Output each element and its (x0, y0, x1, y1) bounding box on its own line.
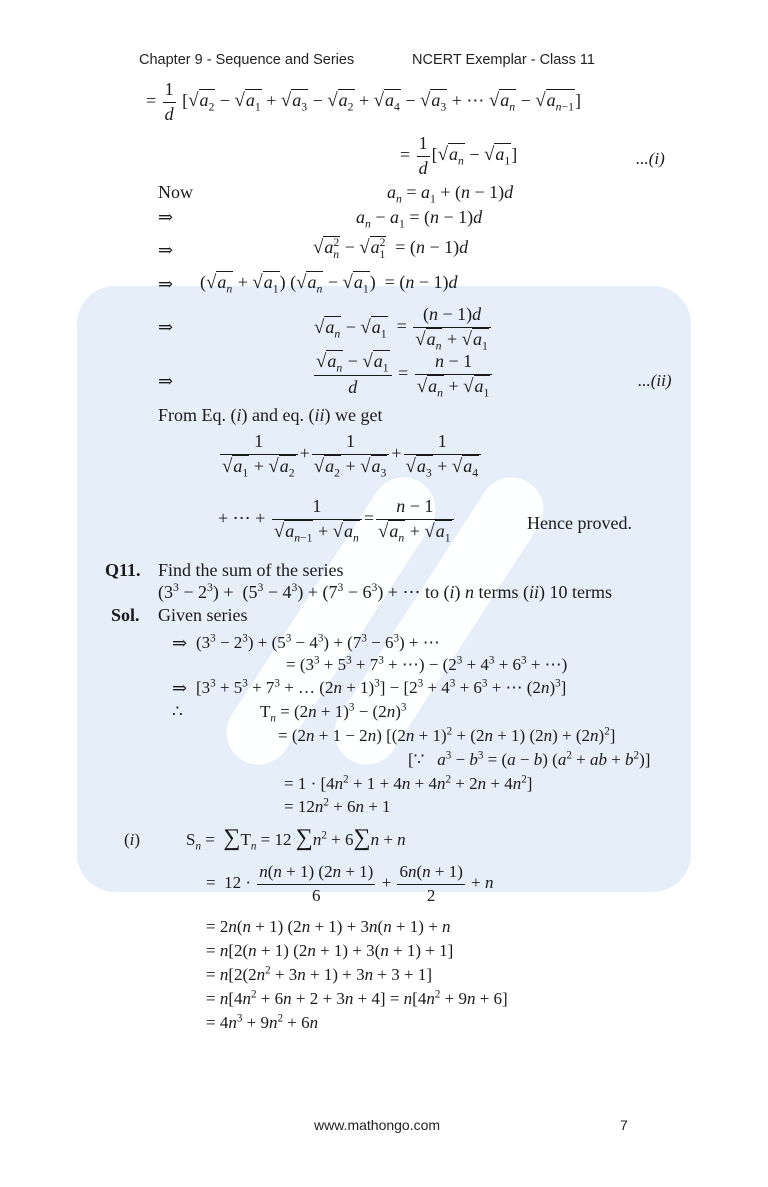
implies-symbol: ⇒ (172, 633, 188, 653)
fraction: $\frac{1}{d}$ (164, 79, 174, 124)
question-label: Q11. (105, 560, 141, 580)
book-title: NCERT Exemplar - Class 11 (412, 52, 595, 68)
fraction: $\frac{1}{√a_1 + √a_2}$ (220, 432, 298, 478)
equation-line: $S_n = \sum T_n = 12$ $\sum n^2 + 6\sum n + n$ (186, 825, 406, 853)
chapter-title: Chapter 9 - Sequence and Series (139, 52, 355, 68)
fraction: $\frac{√a_n - √a_1}{d}$ (314, 352, 392, 398)
equation-line: + ⋯ + $\frac{1}{√a_{n-1} + √a_n}$ = $\frac{n - 1}{√a_n + √a_1}$ (218, 497, 456, 543)
equation-line: $√a^2_n - √a^2_1 = (n - 1)d$ (313, 236, 469, 261)
equation-tag: ...(ii) (638, 371, 672, 390)
identity-note: [∵ $a^3 - b^3 = (a - b) (a^2$ + ab + $b^2$)] (408, 749, 651, 769)
equation-line: = $12n^2 + 6n + 1$ (284, 796, 391, 816)
equation-line: = $4n^3 + 9n^2 + 6n$ (206, 1012, 319, 1032)
equation-line: $√a_n - √a_1$ = $\frac{(n - 1)d}{√a_n + √a_1}$ (314, 305, 493, 351)
fraction: $\frac{1}{√a_3 + √a_4}$ (404, 432, 482, 478)
implies-symbol: ⇒ (158, 274, 174, 294)
fraction: $\frac{(n - 1)d}{√a_n + √a_1}$ (413, 305, 491, 351)
equation-line: = $\frac{1}{d}$ $[√a_n - √a_1]$ (400, 133, 518, 178)
equation-line: $a_n = a_1 + (n - 1)d$ (387, 182, 514, 206)
equation-line: $a_n - a_1 = (n - 1)d$ (356, 207, 483, 231)
equation-line: = $\frac{1}{d}$ [$√a_2 - √a_1 + √a_3 - √a_2 + √a_4 - √a_3$ + ⋯ $√a_n - √a_{n-1}$] (146, 79, 581, 124)
equation-line: $(√a_n + √a_1) (√a_n - √a_1) = (n - 1)d$ (200, 272, 458, 296)
equation-line: = $n[4n^2 + 6n + 2 + 3n + 4] = n[4n^2 + 9n + 6]$ (206, 988, 508, 1008)
fraction: $\frac{1}{d}$ (418, 133, 428, 178)
equation-line: $(3^3 - 2^3) + (5^3 - 4^3) + (7^3 - 6^3)$ + ⋯ (196, 632, 440, 652)
equation-line: $T_n = (2n + 1)^3 - (2n)^3$ (260, 701, 407, 725)
equation-line: = 12 · $\frac{n(n + 1) (2n + 1)}{6}$ + $\frac{6n(n + 1)}{2}$ + n (206, 862, 494, 905)
implies-symbol: ⇒ (158, 371, 174, 391)
implies-symbol: ⇒ (172, 678, 188, 698)
part-label: (i) (124, 830, 141, 849)
fraction: $\frac{1}{√a_{n-1} + √a_n}$ (272, 497, 362, 543)
now-label: Now (158, 182, 193, 202)
equation-line: = (2n + 1 − 2n) [$(2n + 1)^2 + (2n + 1)$ $(2n) + (2n)^2$] (278, 725, 616, 745)
implies-symbol: ⇒ (158, 207, 174, 227)
fraction: $\frac{n(n + 1) (2n + 1)}{6}$ (259, 862, 374, 905)
question-series: $(3^3 - 2^3) + (5^3 - 4^3) + (7^3 - 6^3)$ + ⋯ to (i) n terms (ii) 10 terms (158, 581, 612, 602)
from-text: From Eq. (i) and eq. (ii) we get (158, 405, 383, 425)
equation-tag: ...(i) (636, 149, 665, 168)
equation-line: = n[2(n + 1) (2n + 1) + 3(n + 1) + 1] (206, 941, 454, 960)
website-link[interactable]: www.mathongo.com (314, 1117, 441, 1133)
equation-line: = ($3^3 + 5^3 + 7^3$ + ⋯) − ($2^3 + 4^3 + 6^3$ + ⋯) (286, 654, 568, 674)
fraction: $\frac{1}{√a_2 + √a_3}$ (312, 432, 390, 478)
hence-proved: Hence proved. (527, 513, 632, 533)
page-number: 7 (620, 1117, 628, 1133)
equation-line: = 2n(n + 1) (2n + 1) + 3n(n + 1) + n (206, 917, 451, 936)
fraction: $\frac{n - 1}{√a_n + √a_1}$ (415, 352, 493, 398)
implies-symbol: ⇒ (158, 240, 174, 260)
equation-line: $\frac{1}{√a_1 + √a_2}$ + $\frac{1}{√a_2 + √a_3}$ + $\frac{1}{√a_3 + √a_4}$ (218, 432, 483, 478)
solution-text: Given series (158, 605, 248, 625)
solution-label: Sol. (111, 605, 140, 625)
therefore-symbol: ∴ (172, 702, 183, 721)
equation-line: = $n[2(2n^2 + 3n + 1) + 3n + 3 + 1]$ (206, 964, 432, 984)
equation-line: = $1 \cdot [4n^2 + 1 + 4n + 4n^2 + 2n + 4n^2]$ (284, 773, 533, 793)
question-text: Find the sum of the series (158, 560, 344, 580)
fraction: $\frac{6n(n + 1)}{2}$ (399, 862, 463, 905)
implies-symbol: ⇒ (158, 317, 174, 337)
equation-line: [$3^3 + 5^3 + 7^3$ + … $(2n + 1)^3] - [2^3 + 4^3 + 6^3$ + ⋯ $(2n)^3$] (196, 677, 567, 697)
equation-line: $\frac{√a_n - √a_1}{d}$ = $\frac{n - 1}{√a_n + √a_1}$ (312, 352, 494, 398)
fraction: $\frac{n - 1}{√a_n + √a_1}$ (376, 497, 454, 543)
